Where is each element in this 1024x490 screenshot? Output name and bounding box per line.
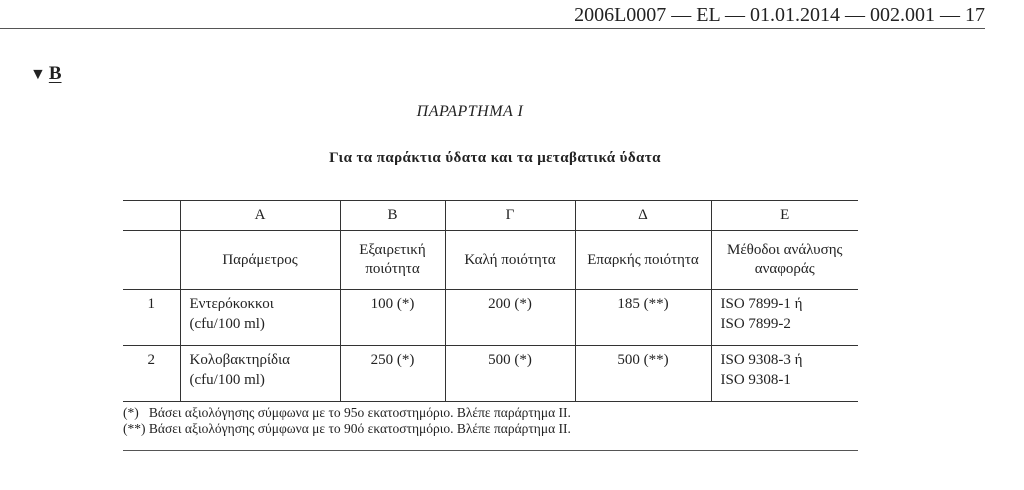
method-line: ISO 7899-1 ή xyxy=(720,296,803,312)
footnote-text: Βάσει αξιολόγησης σύμφωνα με το 95ο εκατοστημόριο. Βλέπε παράρτημα II. xyxy=(148,405,571,420)
label-line: ποιότητα xyxy=(365,261,420,277)
column-label-good: Καλή ποιότητα xyxy=(445,231,575,290)
good-value: 200 (*) xyxy=(445,290,575,346)
excellent-value: 250 (*) xyxy=(340,346,445,402)
annex-title: ΠΑΡΑΡΤΗΜΑ I xyxy=(416,103,524,120)
parameter-unit: (cfu/100 ml) xyxy=(189,316,265,332)
column-letter-blank xyxy=(123,201,180,231)
excellent-value: 100 (*) xyxy=(340,290,445,346)
down-triangle-icon: ▼ xyxy=(30,66,46,83)
water-quality-table xyxy=(123,200,858,402)
table-row xyxy=(123,346,858,402)
row-number: 2 xyxy=(123,346,180,402)
column-letter-c: Γ xyxy=(445,201,575,231)
parameter-cell xyxy=(180,346,340,402)
annex-subtitle: Για τα παράκτια ύδατα και τα μεταβατικά ύδατα xyxy=(329,150,661,166)
method-line: ISO 9308-1 xyxy=(720,372,791,388)
label-line: Μέθοδοι ανάλυσης xyxy=(727,242,843,258)
document-reference: 2006L0007 — EL — 01.01.2014 — 002.001 — 17 xyxy=(574,4,985,26)
good-value: 500 (*) xyxy=(445,346,575,402)
column-letter-row xyxy=(123,201,858,231)
parameter-name: Εντερόκοκκοι xyxy=(189,296,274,312)
footnote-text: Βάσει αξιολόγησης σύμφωνα με το 90ό εκατοστημόριο. Βλέπε παράρτημα II. xyxy=(148,421,571,436)
table-row xyxy=(123,290,858,346)
method-line: ISO 9308-3 ή xyxy=(720,352,803,368)
method-cell xyxy=(711,290,858,346)
header-rule xyxy=(0,28,985,29)
label-line: Εξαιρετική xyxy=(359,242,426,258)
row-number: 1 xyxy=(123,290,180,346)
parameter-unit: (cfu/100 ml) xyxy=(189,372,265,388)
column-letter-d: Δ xyxy=(575,201,711,231)
footnote-mark: (**) xyxy=(123,421,146,436)
column-label-excellent xyxy=(340,231,445,290)
column-label-method xyxy=(711,231,858,290)
footnote xyxy=(123,421,571,437)
parameter-name: Κολοβακτηρίδια xyxy=(189,352,291,368)
column-label-parameter: Παράμετρος xyxy=(180,231,340,290)
parameter-cell xyxy=(180,290,340,346)
column-label-sufficient: Επαρκής ποιότητα xyxy=(575,231,711,290)
amendment-marker xyxy=(30,63,62,85)
label-line: αναφοράς xyxy=(754,261,815,277)
method-line: ISO 7899-2 xyxy=(720,316,791,332)
footnote-mark: (*) xyxy=(123,405,139,420)
column-letter-b: B xyxy=(340,201,445,231)
sufficient-value: 185 (**) xyxy=(575,290,711,346)
sufficient-value: 500 (**) xyxy=(575,346,711,402)
table-end-rule xyxy=(123,450,858,451)
column-label-row xyxy=(123,231,858,290)
amendment-marker-letter: B xyxy=(48,63,62,84)
footnotes xyxy=(123,405,571,437)
footnote xyxy=(123,405,571,421)
method-cell xyxy=(711,346,858,402)
column-letter-a: A xyxy=(180,201,340,231)
column-label-blank xyxy=(123,231,180,290)
column-letter-e: Ε xyxy=(711,201,858,231)
